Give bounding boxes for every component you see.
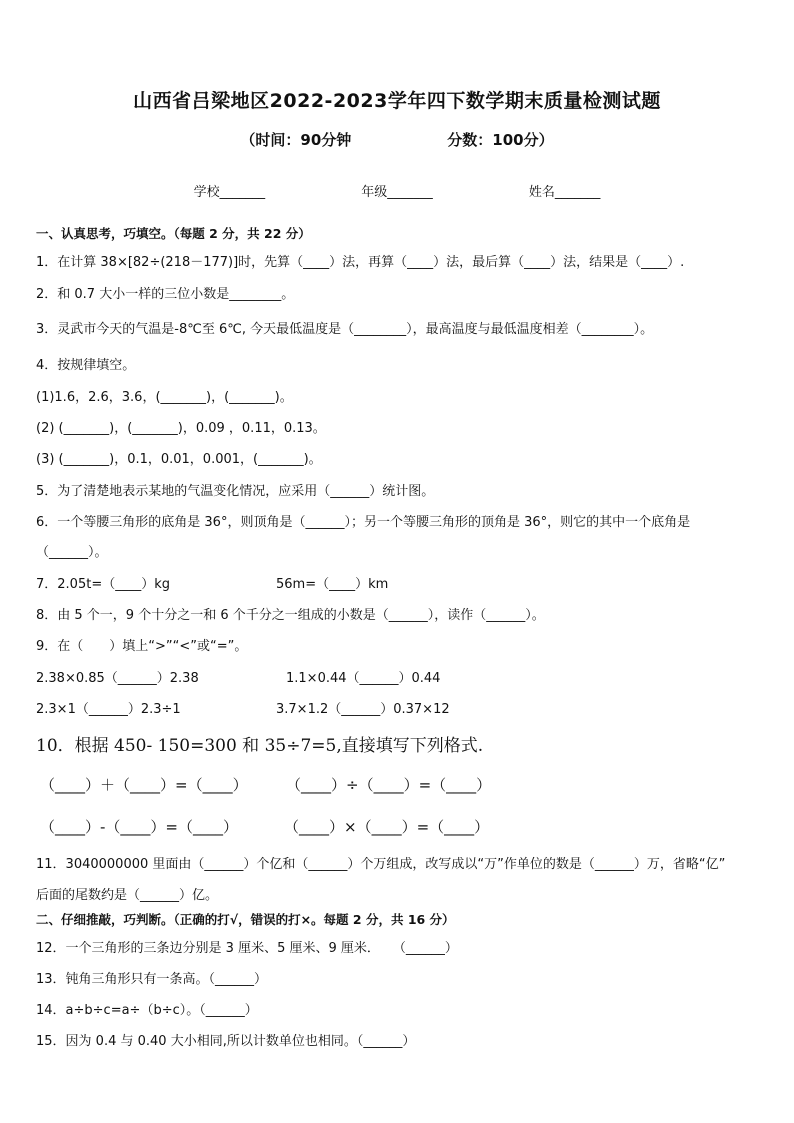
section-heading-1: 一、认真思考，巧填空。（每题 2 分，共 22 分） [36, 226, 311, 241]
question-9-2b: 3.7×1.2（______）0.37×12 [276, 702, 450, 717]
question-10: 10．根据 450- 150=300 和 35÷7=5,直接填写下列格式. [36, 736, 484, 756]
question-10-2b: （____）×（____）=（____） [284, 818, 490, 836]
question-11-line2: 后面的尾数约是（______）亿。 [36, 888, 219, 903]
question-8: 8．由 5 个一，9 个十分之一和 6 个千分之一组成的小数是（______），读作（______）。 [36, 608, 545, 623]
question-6-line1: 6．一个等腰三角形的底角是 36°，则顶角是（______）；另一个等腰三角形的顶角是 36°，则它的其中一个底角是 [36, 515, 691, 530]
question-9-1b: 1.1×0.44（______）0.44 [286, 671, 441, 686]
question-5: 5．为了清楚地表示某地的气温变化情况，应采用（______）统计图。 [36, 484, 435, 499]
section-heading-2: 二、仔细推敲，巧判断。（正确的打√，错误的打×。每题 2 分，共 16 分） [36, 912, 455, 927]
question-10-1b: （____）÷（____）=（____） [286, 776, 492, 794]
question-2: 2．和 0.7 大小一样的三位小数是________。 [36, 287, 295, 302]
question-9: 9．在（ ）填上“>”“<”或“=”。 [36, 639, 248, 654]
page-title: 山西省吕梁地区2022-2023学年四下数学期末质量检测试题 [133, 90, 661, 112]
question-9-2a: 2.3×1（______）2.3÷1 [36, 702, 181, 717]
question-10-2a: （____）-（____）=（____） [40, 818, 238, 836]
question-1: 1．在计算 38×[82÷(218－177)]时，先算（____）法，再算（____）法，最后算（____）法，结果是（____）. [36, 255, 685, 270]
question-6-line2: （______）。 [36, 545, 108, 560]
question-7a: 7．2.05t=（____）kg [36, 577, 170, 592]
score-label: 分数：100分） [447, 131, 554, 149]
question-4: 4．按规律填空。 [36, 358, 136, 373]
question-4-3: (3) (_______)，0.1，0.01，0.001，(_______)。 [36, 452, 322, 467]
question-4-1: (1)1.6，2.6，3.6，(_______)，(_______)。 [36, 390, 293, 405]
grade-field: 年级_______ [361, 185, 433, 200]
question-4-2: (2) (_______)，(_______)，0.09 ，0.11，0.13。 [36, 421, 326, 436]
question-10-1a: （____）＋（____）=（____） [40, 776, 248, 794]
exam-meta [0, 129, 794, 150]
question-12: 12．一个三角形的三条边分别是 3 厘米、5 厘米、9 厘米． （______） [36, 941, 458, 956]
student-info [0, 181, 794, 200]
time-label: （时间：90分钟 [240, 131, 352, 149]
question-11-line1: 11．3040000000 里面由（______）个亿和（______）个万组成，改写成以“万”作单位的数是（______）万，省略“亿” [36, 857, 726, 872]
school-field: 学校_______ [193, 185, 266, 200]
question-7b: 56m=（____）km [276, 577, 389, 592]
question-13: 13．钝角三角形只有一条高。（______） [36, 972, 268, 987]
question-3: 3．灵武市今天的气温是-8℃至 6℃, 今天最低温度是（________），最高温度与最低温度相差（________）。 [36, 322, 654, 337]
question-15: 15．因为 0.4 与 0.40 大小相同,所以计数单位也相同。（______） [36, 1034, 416, 1049]
question-9-1a: 2.38×0.85（______）2.38 [36, 671, 199, 686]
name-field: 姓名_______ [528, 185, 601, 200]
question-14: 14．a÷b÷c=a÷（b÷c）。（______） [36, 1003, 258, 1018]
